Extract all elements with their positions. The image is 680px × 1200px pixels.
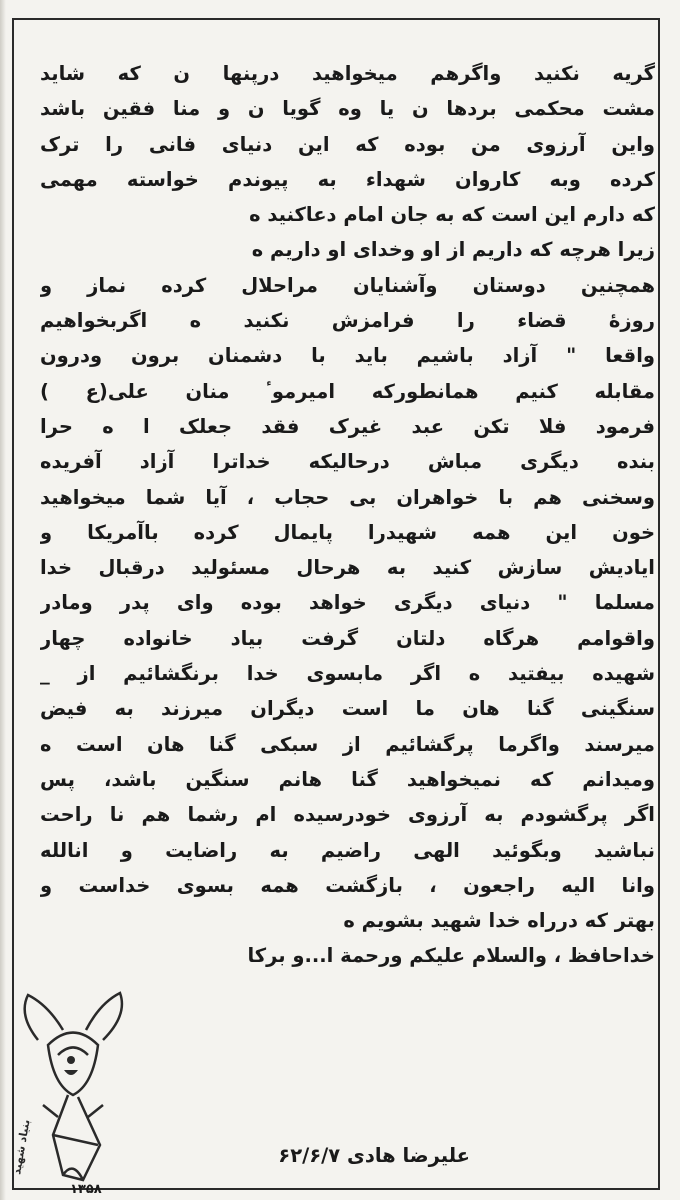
letter-line: که دارم این است که به جان امام دعاکنید ه — [249, 203, 655, 227]
letter-line: وسخنی هم با خواهران بی حجاب ، آیا شما میخواهید — [40, 485, 655, 509]
letter-line: خون این همه شهیدرا پایمال کرده باآمریکا و — [40, 520, 655, 544]
letter-line: روزهٔ قضاء را فرامزش نکنید ه اگربخواهیم — [40, 309, 655, 333]
svg-text:بنیاد شهید: بنیاد شهید — [10, 1118, 33, 1176]
letter-line: وانا الیه راجعون ، بازگشت همه بسوی خداست و — [40, 873, 655, 897]
letter-line: فرمود فلا تکن عبد غیرک فقد جعلک ا ه حرا — [40, 414, 655, 438]
letter-line: ایادیش سازش کنید به هرحال مسئولید درقبال خدا — [40, 556, 655, 580]
letter-line: مقابله کنیم همانطورکه امیرموٴ منان علی(ع ) — [40, 379, 655, 403]
letter-line: واین آرزوی من بوده که این دنیای فانی را ترک — [40, 132, 655, 156]
letter-line: همچنین دوستان وآشنایان مراحلال کرده نماز و — [40, 273, 655, 297]
letter-line: مشت محکمی بردها ن یا وه گویا ن و منا فقین باشد — [40, 97, 655, 121]
letter-line: نباشید وبگوئید الهی راضیم به راضایت و انالله — [40, 838, 655, 862]
letter-line: کرده وبه کاروان شهداء به پیوندم خواسته مهمی — [40, 167, 655, 191]
letter-body — [40, 56, 655, 974]
stamp-year: ۱۳۵۸ — [70, 1182, 102, 1197]
letter-line: بنده دیگری مباش درحالیکه خداترا آزاد آفریده — [40, 450, 655, 474]
letter-line: گریه نکنید واگرهم میخواهید درپنها ن که شاید — [40, 62, 655, 85]
emblem-stamp-icon — [8, 985, 138, 1200]
letter-line: بهتر که درراه خدا شهید بشویم ه — [343, 909, 655, 933]
letter-line: اگر پرگشودم به آرزوی خودرسیده ام رشما هم نا راحت — [40, 803, 655, 827]
letter-line: مسلما " دنیای دیگری خواهد بوده وای پدر ومادر — [40, 591, 655, 615]
letter-line: زیرا هرچه که داریم از او وخدای او داریم ه — [251, 238, 655, 262]
letter-line: ومیدانم که نمیخواهید گنا هانم سنگین باشد، پس — [40, 767, 655, 791]
letter-line: خداحافظ ، والسلام علیکم ورحمة ا...و برکا — [247, 944, 655, 968]
letter-line: شهیده بیفتید ه اگر مابسوی خدا برنگشائیم از _ — [40, 662, 655, 686]
letter-line: واقوامم هرگاه دلتان گرفت بیاد خانواده چهار — [40, 626, 655, 650]
letter-line: میرسند واگرما پرگشائیم از سبکی گنا هان است ه — [40, 732, 655, 756]
signature-line: علیرضا هادی ۶۲/۶/۷ — [278, 1144, 470, 1167]
letter-line: واقعا " آزاد باشیم باید با دشمنان برون ودرون — [40, 344, 655, 368]
page-edge — [0, 0, 6, 1200]
letter-line: سنگینی گنا هان ما است دیگران میرزند به فیض — [40, 697, 655, 721]
